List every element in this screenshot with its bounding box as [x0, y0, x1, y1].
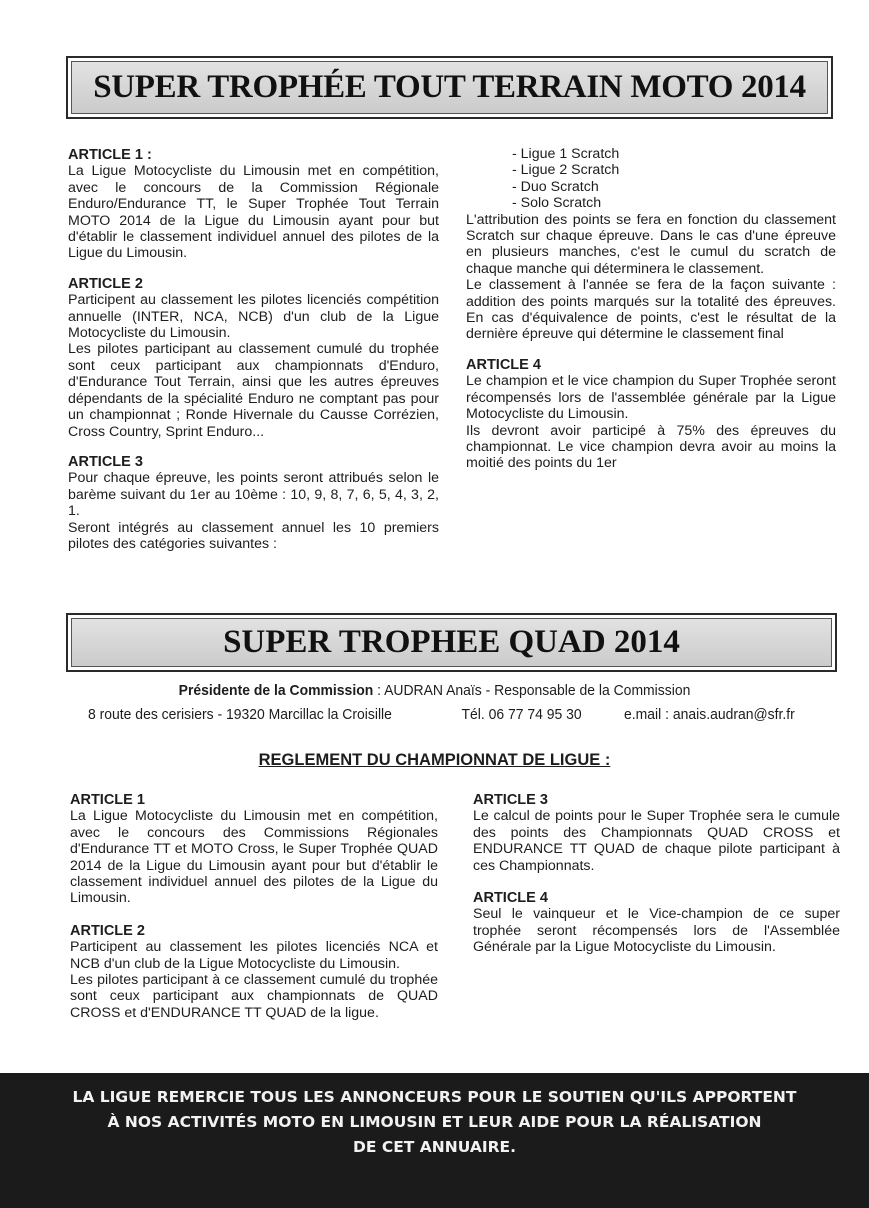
footer-line: À NOS ACTIVITÉS MOTO EN LIMOUSIN ET LEUR AIDE POUR LA RÉALISATION — [107, 1113, 762, 1131]
article3-text1: Pour chaque épreuve, les points seront attribués selon le barème suivant du 1er au 10ème : 10, 9, 8, 7, 6, 5, 4, 3, 2, 1. — [68, 470, 439, 520]
footer-line: DE CET ANNUAIRE. — [352, 1138, 516, 1156]
quad-article4-heading: ARTICLE 4 — [473, 890, 548, 907]
section1-right-column — [466, 146, 836, 472]
article2-heading: ARTICLE 2 — [68, 275, 143, 292]
commission-address-line — [88, 706, 795, 723]
article4-text1: Le champion et le vice champion du Super Trophée seront récompensés lors de l'assemblée générale par la Ligue Motocycliste du Limousin. — [466, 373, 836, 423]
quad-article2-text2: Les pilotes participant à ce classement cumulé du trophée sont ceux participant aux championnats de QUAD CROSS et d'ENDURANCE TT QUAD de la ligue. — [70, 972, 438, 1021]
quad-article1-text: La Ligue Motocycliste du Limousin met en compétition, avec le concours des Commissions Régionales d'Endurance TT et MOTO Cross, le Super Trophée QUAD 2014 de la Ligue du Limousin ayant pour but d'établir le classement individuel annuel des pilotes de la Ligue du Limousin. — [70, 808, 438, 907]
section1-left-column — [68, 147, 439, 552]
list-item: - Ligue 1 Scratch — [512, 146, 620, 162]
section2-banner — [66, 613, 837, 672]
category-list — [512, 146, 836, 212]
quad-article4-text: Seul le vainqueur et le Vice-champion de ce super trophée seront récompensés lors de l'Assemblée Générale par la Ligue Motocycliste du Limousin. — [473, 906, 840, 956]
article4-heading: ARTICLE 4 — [466, 356, 541, 373]
footer-line: LA LIGUE REMERCIE TOUS LES ANNONCEURS POUR LE SOUTIEN QU'ILS APPORTENT — [72, 1088, 797, 1106]
thanks-footer — [0, 1073, 869, 1208]
article2-text1: Participent au classement les pilotes licenciés compétition annuelle (INTER, NCA, NCB) d'un club de la Ligue Motocycliste du Limousin. — [68, 292, 439, 342]
commission-email: e.mail : anais.audran@sfr.fr — [624, 706, 795, 723]
article4-text2: Ils devront avoir participé à 75% des épreuves du championnat. Le vice champion devra avoir au moins la moitié des points du 1er — [466, 422, 836, 472]
quad-article2-text1: Participent au classement les pilotes licenciés NCA et NCB d'un club de la Ligue Motocycliste du Limousin. — [70, 939, 438, 972]
quad-article2-heading: ARTICLE 2 — [70, 922, 145, 939]
list-item: - Duo Scratch — [512, 178, 599, 195]
commission-contact-line — [30, 682, 838, 699]
section2-left-column — [70, 792, 438, 1021]
article3-text2: Seront intégrés au classement annuel les 10 premiers pilotes des catégories suivantes : — [68, 519, 439, 552]
section1-title: SUPER TROPHÉE TOUT TERRAIN MOTO 2014 — [93, 69, 806, 105]
commission-phone: Tél. 06 77 74 95 30 — [461, 706, 582, 723]
reglement-title: REGLEMENT DU CHAMPIONNAT DE LIGUE : — [258, 751, 611, 769]
commission-address: 8 route des cerisiers - 19320 Marcillac la Croisille — [88, 706, 392, 723]
quad-article3-text: Le calcul de points pour le Super Trophée sera le cumule des points des Championnats QUAD CROSS et ENDURANCE TT QUAD de chaque pilote participant à ces Championnats. — [473, 808, 840, 874]
section1-banner — [66, 56, 833, 119]
quad-article3-heading: ARTICLE 3 — [473, 792, 548, 808]
list-item: - Solo Scratch — [512, 195, 602, 212]
commission-name: : AUDRAN Anaïs - Responsable de la Commission — [373, 682, 691, 699]
article2-text2: Les pilotes participant au classement cumulé du trophée sont ceux participant aux championnats d'Enduro, d'Endurance Tout Terrain, ainsi que les autres épreuves dépendants de la spécialité Enduro ne comptant pas pour un championnat ; Ronde Hivernale du Causse Corrézien, Cross Country, Sprint Enduro... — [68, 341, 439, 440]
list-item: - Ligue 2 Scratch — [512, 162, 620, 179]
article3-text4: Le classement à l'année se fera de la façon suivante : addition des points marqués sur la totalité des épreuves. En cas d'équivalence de points, c'est le résultat de la dernière épreuve qui détermine le classement final — [466, 277, 836, 343]
article3-text3: L'attribution des points se fera en fonction du classement Scratch sur chaque épreuve. Dans le cas d'une épreuve en plusieurs manches, c'est le cumul du scratch de chaque manche qui déterminera le classement. — [466, 211, 836, 277]
article3-heading: ARTICLE 3 — [68, 453, 143, 470]
section2-title: SUPER TROPHEE QUAD 2014 — [223, 624, 680, 660]
quad-article1-heading: ARTICLE 1 — [70, 792, 145, 808]
article1-heading: ARTICLE 1 : — [68, 147, 152, 163]
article1-text: La Ligue Motocycliste du Limousin met en compétition, avec le concours de la Commission Régionale Enduro/Endurance TT, le Super Trophée Tout Terrain MOTO 2014 de la Ligue du Limousin ayant pour but d'établir le classement individuel annuel des pilotes de la Ligue du Limousin. — [68, 163, 439, 262]
commission-role-label: Présidente de la Commission — [178, 682, 374, 699]
section2-right-column — [473, 792, 840, 956]
